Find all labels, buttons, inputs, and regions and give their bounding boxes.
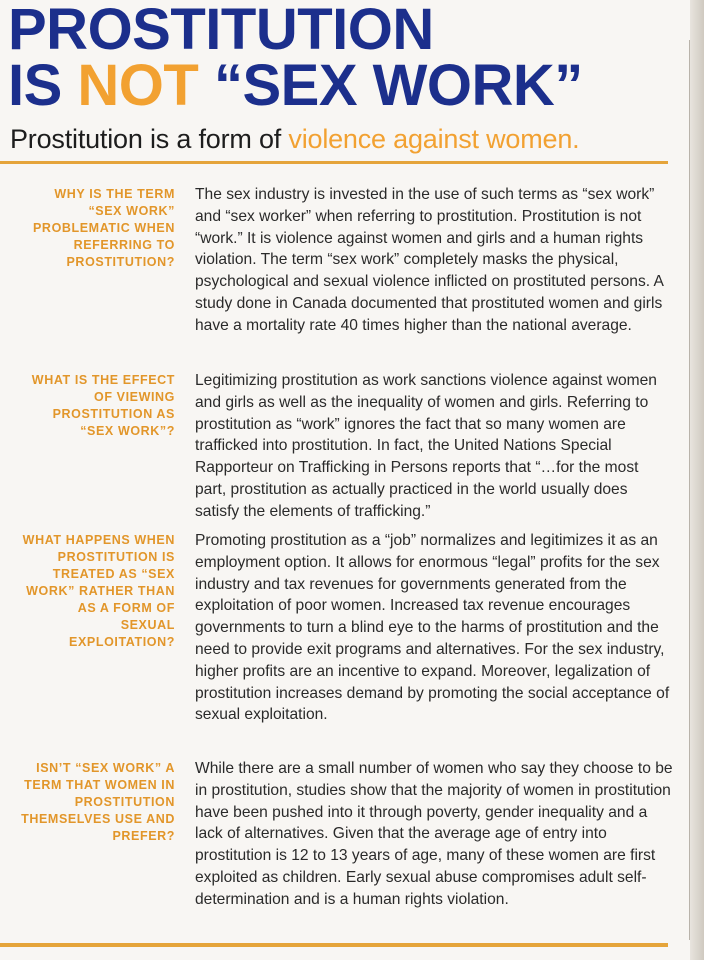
subhead-text: Prostitution is a form of [10, 124, 289, 154]
question-label: WHAT HAPPENS WHEN PROSTITUTION IS TREATED AS “SEX WORK” RATHER THAN AS A FORM OF SEXUAL EXPLOITATION? [22, 533, 175, 649]
answer-paragraph: While there are a small number of women who say they choose to be in prostitution, studies show that the majority of women in prostitution have been pushed into it through poverty, gender inequality and a lack of alternatives. Given that the average age of entry into prostitution is 12 to 13 years of age, many of these women are first exploited as children. Early sexual abuse compromises adult self-determination and is a human rights violation. [195, 760, 673, 908]
answer-text [195, 184, 673, 337]
bottom-divider [0, 943, 668, 947]
headline-line-2 [8, 53, 688, 118]
question-label: WHAT IS THE EFFECT OF VIEWING PROSTITUTION AS “SEX WORK”? [31, 373, 175, 438]
answer-paragraph: Legitimizing prostitution as work sanctions violence against women and girls as well as the inequality of women and girls. Referring to prostitution as “work” ignores the fact that so many women are trafficked into prostitution. In fact, the United Nations Special Rapporteur on Trafficking in Persons reports that “…for the most part, prostitution as actually practiced in the world usually does satisfy the elements of trafficking.” [195, 372, 657, 520]
answer-text [195, 530, 673, 726]
top-divider [0, 161, 668, 164]
answer-paragraph: Promoting prostitution as a “job” normalizes and legitimizes it as an employment option. It allows for enormous “legal” profits for the sex industry and tax revenues for governments generated from the exploitation of poor women. Increased tax revenue encourages governments to turn a blind eye to the harms of prostitution and the need to provide exit programs and alternatives. For the sex industry, higher profits are an incentive to expand. Moreover, legalization of prostitution increases demand by promoting the social acceptance of sexual exploitation. [195, 532, 670, 724]
headline-line-1: PROSTITUTION [8, 0, 434, 62]
subhead-accent: violence against women. [288, 124, 580, 154]
headline-accent-not: NOT [77, 53, 199, 118]
answer-paragraph: The sex industry is invested in the use of such terms as “sex work” and “sex worker” when referring to prostitution. Prostitution is not “work.” It is violence against women and girls and a human rights violation. The term “sex work” completely masks the physical, psychological and sexual violence inflicted on prostituted persons. A study done in Canada documented that prostituted women and girls have a mortality rate 40 times higher than the national average. [195, 186, 664, 334]
answer-text [195, 758, 673, 911]
headline-prefix: IS [8, 53, 78, 118]
headline-suffix: “SEX WORK” [198, 53, 583, 118]
page-edge [690, 0, 704, 960]
answer-text [195, 370, 673, 523]
subheadline [10, 124, 680, 155]
page-headline [8, 0, 688, 118]
right-margin-rule [689, 40, 690, 940]
question-label: WHY IS THE TERM “SEX WORK” PROBLEMATIC WHEN REFERRING TO PROSTITUTION? [33, 187, 175, 269]
question-label: ISN’T “SEX WORK” A TERM THAT WOMEN IN PROSTITUTION THEMSELVES USE AND PREFER? [21, 761, 175, 843]
